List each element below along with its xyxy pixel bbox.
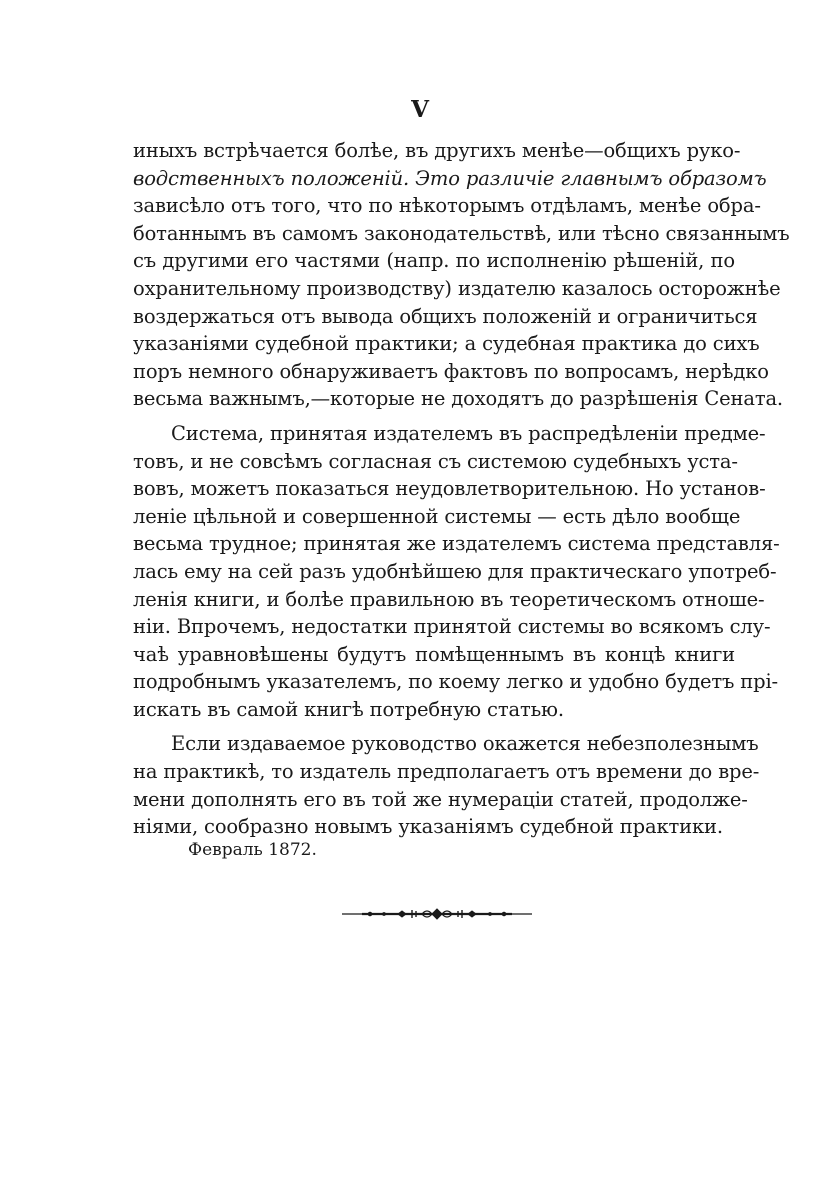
decorative-rule-ornament-icon [342, 906, 532, 922]
text-line: указаніями судебной практики; а судебная практика до сихъ [133, 332, 760, 356]
text-line: вовъ, можетъ показаться неудовлетворительною. Но установ- [133, 477, 766, 501]
text-line: зависѣло отъ того, что по нѣкоторымъ отдѣламъ, менѣе обра- [133, 194, 761, 218]
text-line: ніями, сообразно новымъ указаніямъ судебной практики. [133, 815, 723, 839]
text-line: ніи. Впрочемъ, недостатки принятой системы во всякомъ слу- [133, 615, 771, 639]
text-line: товъ, и не совсѣмъ согласная съ системою судебныхъ уста- [133, 449, 738, 473]
text-line: ленія книги, и болѣе правильною въ теоретическомъ отноше- [133, 587, 765, 611]
text-line: иныхъ встрѣчается болѣе, въ другихъ менѣе—общихъ руко- [133, 139, 741, 162]
text-line: поръ немного обнаруживаетъ фактовъ по вопросамъ, нерѣдко [133, 359, 769, 383]
text-line: чаѣ уравновѣшены будутъ помѣщеннымъ въ концѣ книги [133, 642, 735, 666]
italic-phrase: водственныхъ положеній. [133, 166, 410, 190]
text-line: подробнымъ указателемъ, по коему легко и удобно будетъ прі- [133, 670, 778, 694]
text-line: мени дополнять его въ той же нумераціи статей, продолже- [133, 787, 748, 811]
date-signature: Февраль 1872. [188, 840, 317, 860]
text-line: весьма трудное; принятая же издателемъ система представля- [133, 532, 780, 556]
text-line: на практикѣ, то издатель предполагаетъ отъ времени до вре- [133, 760, 760, 784]
text-line: ботаннымъ въ самомъ законодательствѣ, или тѣсно связаннымъ [133, 221, 790, 245]
text-line: Если издаваемое руководство окажется небезполезнымъ [171, 732, 759, 756]
text-line: лась ему на сей разъ удобнѣйшею для практическаго употреб- [133, 559, 777, 583]
text-line: охранительному производству) издателю казалось осторожнѣе [133, 276, 781, 300]
text-line: съ другими его частями (напр. по исполненію рѣшеній, по [133, 249, 735, 273]
italic-phrase: Это различіе главнымъ образомъ [415, 166, 767, 190]
page-number: V [411, 96, 429, 123]
text-line: искать въ самой книгѣ потребную статью. [133, 697, 564, 721]
text-line: воздержаться отъ вывода общихъ положеній и ограничиться [133, 304, 758, 328]
text-line: весьма важнымъ,—которые не доходятъ до разрѣшенія Сената. [133, 387, 783, 411]
text-line: леніе цѣльной и совершенной системы — есть дѣло вообще [133, 504, 741, 528]
text-line [133, 165, 767, 193]
text-line: Система, принятая издателемъ въ распредѣленіи предме- [171, 421, 766, 445]
body-text [133, 137, 790, 841]
